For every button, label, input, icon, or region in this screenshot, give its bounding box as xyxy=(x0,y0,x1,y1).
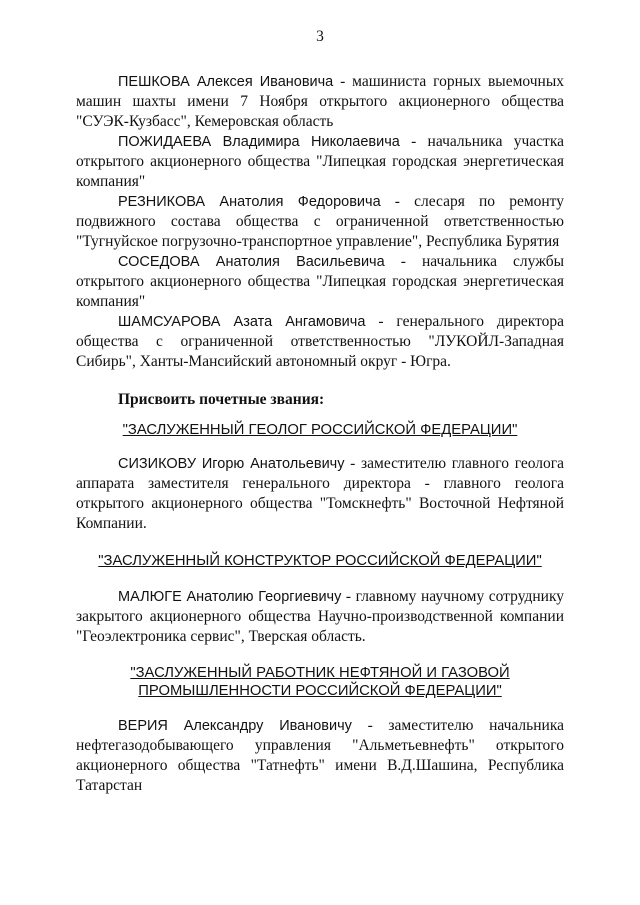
section-title xyxy=(76,552,564,570)
award-name: СИЗИКОВУ Игорю Анатольевичу xyxy=(118,456,345,472)
entry-paragraph xyxy=(76,72,564,132)
section-title-line: ПРОМЫШЛЕННОСТИ РОССИЙСКОЙ ФЕДЕРАЦИИ" xyxy=(138,683,502,699)
entry-text: - начальника службы открытого акционерного общества "Липецкая городская энергетическая компания" xyxy=(76,253,564,310)
entry-paragraph xyxy=(76,132,564,192)
award-paragraph xyxy=(76,587,564,647)
entry-text: - слесаря по ремонту подвижного состава общества с ограниченной ответственностью "Тугнуйское погрузочно-транспортное управление", Республика Бурятия xyxy=(76,193,565,250)
entry-paragraph xyxy=(76,312,564,372)
entry-name: РЕЗНИКОВА Анатолия Федоровича xyxy=(118,194,381,210)
entry-text: - начальника участка открытого акционерного общества "Липецкая городская энергетическая компания" xyxy=(76,133,564,190)
award-name: МАЛЮГЕ Анатолию Георгиевичу xyxy=(118,589,342,605)
entry-text: - генерального директора общества с ограниченной ответственностью "ЛУКОЙЛ-Западная Сибирь", Ханты-Мансийский автономный округ - Югра. xyxy=(76,313,564,370)
entry-name: СОСЕДОВА Анатолия Васильевича xyxy=(118,254,385,270)
entry-name: ПЕШКОВА Алексея Ивановича xyxy=(118,74,334,90)
award-text: - заместителю начальника нефтегазодобывающего управления "Альметьевнефть" открытого акционерного общества "Татнефть" имени В.Д.Шашина, Республика Татарстан xyxy=(76,717,565,794)
entry-text: - машиниста горных выемочных машин шахты имени 7 Ноября открытого акционерного общества "СУЭК-Кузбасс", Кемеровская область xyxy=(76,73,564,130)
entry-name: ШАМСУАРОВА Азата Ангамовича xyxy=(118,314,366,330)
award-paragraph xyxy=(76,454,564,534)
award-heading: Присвоить почетные звания: xyxy=(118,391,325,408)
entry-name: ПОЖИДАЕВА Владимира Николаевича xyxy=(118,134,400,150)
section-title-line: "ЗАСЛУЖЕННЫЙ ГЕОЛОГ РОССИЙСКОЙ ФЕДЕРАЦИИ" xyxy=(122,422,518,438)
section-title-line: "ЗАСЛУЖЕННЫЙ КОНСТРУКТОР РОССИЙСКОЙ ФЕДЕРАЦИИ" xyxy=(98,553,542,569)
section-title xyxy=(76,664,564,700)
award-paragraph xyxy=(76,716,564,796)
section-title xyxy=(76,421,564,439)
entries-list xyxy=(76,72,564,372)
page-number: 3 xyxy=(316,28,324,45)
entry-paragraph xyxy=(76,252,564,312)
award-name: ВЕРИЯ Александру Ивановичу xyxy=(118,718,352,734)
award-text: - главному научному сотруднику закрытого акционерного общества Научно-производственной компании "Геоэлектроника сервис", Тверская область. xyxy=(76,588,565,645)
entry-paragraph xyxy=(76,192,564,252)
award-text: - заместителю главного геолога аппарата заместителя генерального директора - главного геолога открытого акционерного общества "Томскнефть" Восточной Нефтяной Компании. xyxy=(76,455,565,532)
document-body xyxy=(76,72,564,796)
section-title-line: "ЗАСЛУЖЕННЫЙ РАБОТНИК НЕФТЯНОЙ И ГАЗОВОЙ xyxy=(130,665,510,681)
